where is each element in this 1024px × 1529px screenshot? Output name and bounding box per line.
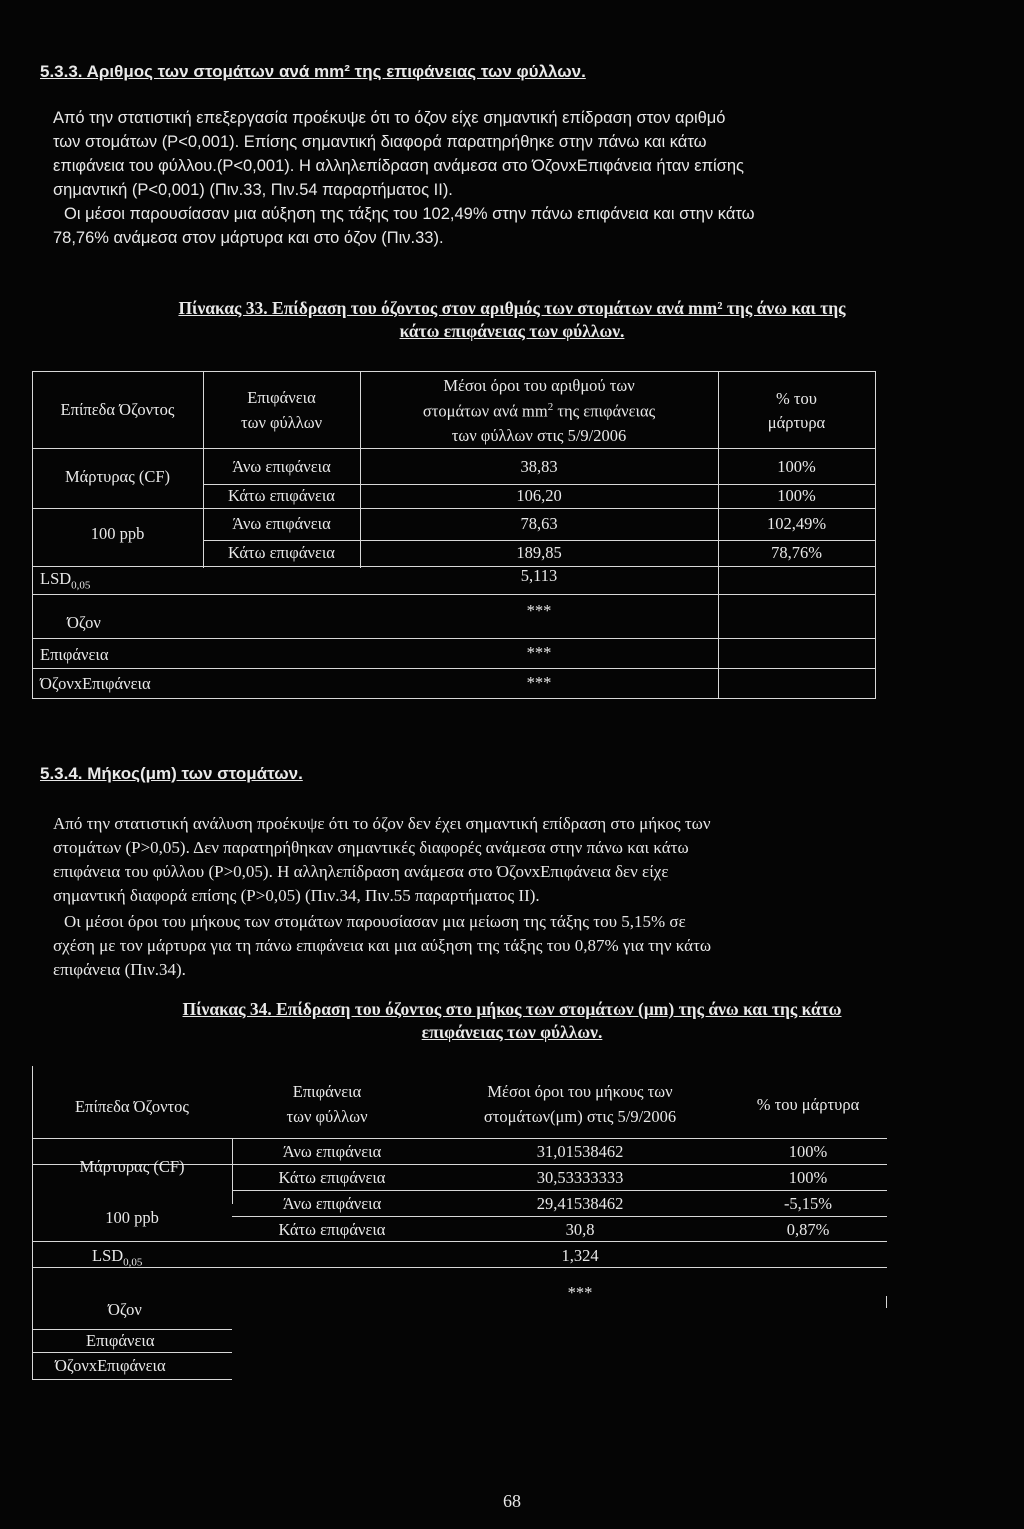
row-level: 100 ppb	[90, 524, 145, 543]
factor-ozone: Όζον	[108, 1300, 142, 1319]
row-surface: Κάτω επιφάνεια	[278, 1168, 386, 1187]
table-border	[32, 638, 876, 639]
section-533-line: Οι μέσοι παρουσίασαν μια αύξηση της τάξης του 102,49% στην πάνω επιφάνεια και στην κάτω	[64, 205, 755, 223]
table-border	[32, 594, 876, 595]
factor-ozone: Όζον	[67, 613, 101, 632]
row-pct: -5,15%	[783, 1194, 833, 1213]
table-border	[32, 1329, 232, 1330]
row-level: Μάρτυρας (CF)	[79, 1157, 185, 1176]
section-534-line: επιφάνεια (Πιν.34).	[53, 960, 186, 979]
factor-interaction: ΌζονxΕπιφάνεια	[55, 1356, 166, 1375]
row-surface: Άνω επιφάνεια	[232, 514, 331, 533]
row-level: Μάρτυρας (CF)	[64, 467, 171, 486]
row-pct: 100%	[788, 1168, 828, 1187]
section-534-line: επιφάνεια του φύλλου (P>0,05). Η αλληλεπίδραση ανάμεσα στο ΌζονxΕπιφάνεια δεν είχε	[53, 862, 669, 881]
section-534-line: σχέση με τον μάρτυρα για τη πάνω επιφάνεια και μια αύξηση της τάξης του 0,87% για την κάτω	[53, 936, 712, 955]
table34-caption-line2: επιφάνειας των φύλλων.	[421, 1022, 603, 1042]
row-mean: 78,63	[520, 514, 558, 533]
section-533-line: σημαντική (P<0,001) (Πιν.33, Πιν.54 παραρτήματος ΙΙ).	[53, 181, 453, 199]
section-534-line: Από την στατιστική ανάλυση προέκυψε ότι το όζον δεν έχει σημαντική επίδραση στο μήκος των	[53, 814, 711, 833]
table-border	[32, 1267, 887, 1268]
lsd-label: $LSD_{0,05}$	[40, 569, 91, 592]
col-header-pct: μάρτυρα	[767, 413, 826, 432]
section-534-line: στομάτων (P>0,05). Δεν παρατηρήθηκαν σημαντικές διαφορές ανάμεσα στην πάνω και κάτω	[53, 838, 689, 857]
col-header-mean: των φύλλων στις 5/9/2006	[451, 426, 627, 445]
table-border	[32, 371, 876, 372]
row-mean: 106,20	[516, 486, 562, 505]
table34-caption-line1: Πίνακας 34. Επίδραση του όζοντος στο μήκος των στομάτων (μm) της άνω και της κάτω	[182, 999, 842, 1019]
col-header-pct: % του μάρτυρα	[756, 1095, 860, 1114]
row-mean: 189,85	[516, 543, 562, 562]
section-533-line: των στομάτων (P<0,001). Επίσης σημαντική διαφορά παρατηρήθηκε στην πάνω και κάτω	[53, 133, 707, 151]
col-header-surface: Επιφάνεια	[292, 1082, 362, 1101]
row-surface: Άνω επιφάνεια	[282, 1194, 382, 1213]
row-level: 100 ppb	[105, 1208, 159, 1227]
row-mean: 29,41538462	[536, 1194, 624, 1213]
factor-interaction-sig: ***	[526, 673, 552, 692]
lsd-value: 1,324	[561, 1246, 599, 1265]
col-header-surface: των φύλλων	[240, 413, 323, 432]
row-pct: 78,76%	[771, 543, 822, 562]
col-header-pct: % του	[776, 389, 817, 408]
table-border	[886, 1296, 887, 1308]
row-mean: 38,83	[520, 457, 558, 476]
page-number: 68	[503, 1491, 521, 1511]
table-border	[32, 508, 876, 509]
table-border	[232, 1241, 887, 1242]
col-header-level: Επίπεδα Όζοντος	[75, 1097, 189, 1116]
table-border	[32, 668, 876, 669]
row-surface: Κάτω επιφάνεια	[228, 543, 335, 562]
col-header-surface: Επιφάνεια	[247, 388, 316, 407]
col-header-level: Επίπεδα Όζοντος	[60, 400, 175, 419]
table-border	[32, 698, 876, 699]
row-pct: 102,49%	[766, 514, 827, 533]
table-border	[32, 1379, 232, 1380]
table-border	[32, 1241, 232, 1242]
col-header-surface: των φύλλων	[286, 1107, 368, 1126]
table-border	[32, 448, 876, 449]
section-533-line: επιφάνεια του φύλλου.(P<0,001). Η αλληλεπίδραση ανάμεσα στο ΌζονxΕπιφάνεια ήταν επίσης	[53, 157, 744, 175]
row-surface: Άνω επιφάνεια	[282, 1142, 382, 1161]
row-surface: Κάτω επιφάνεια	[278, 1220, 386, 1239]
factor-surface-sig: ***	[526, 643, 552, 662]
lsd-value: 5,113	[520, 566, 558, 585]
row-pct: 100%	[777, 486, 816, 505]
table-border	[32, 1352, 232, 1353]
factor-ozone-sig: ***	[526, 601, 552, 620]
factor-interaction: ΌζονxΕπιφάνεια	[40, 674, 151, 693]
section-534-line: σημαντική διαφορά επίσης (P>0,05) (Πιν.34, Πιν.55 παραρτήματος ΙΙ).	[53, 886, 540, 905]
col-header-mean: στομάτων(μm) στις 5/9/2006	[483, 1107, 677, 1126]
section-534-heading: 5.3.4. Μήκος(μm) των στομάτων.	[40, 764, 303, 783]
row-pct: 100%	[777, 457, 816, 476]
table33-caption-line1: Πίνακας 33. Επίδραση του όζοντος στον αριθμός των στομάτων ανά mm² της άνω και της	[178, 298, 846, 318]
section-534-line: Οι μέσοι όροι του μήκους των στομάτων παρουσίασαν μια μείωση της τάξης του 5,15% σε	[64, 912, 686, 931]
table-border	[203, 484, 876, 485]
section-533-heading: 5.3.3. Αριθμος των στομάτων ανά mm² της επιφάνειας των φύλλων.	[40, 62, 586, 81]
row-mean: 30,53333333	[536, 1168, 624, 1187]
factor-surface: Επιφάνεια	[86, 1331, 155, 1350]
lsd-label: $LSD_{0,05}$	[92, 1246, 143, 1269]
table-border	[32, 1138, 887, 1139]
row-surface: Άνω επιφάνεια	[232, 457, 331, 476]
row-mean: 31,01538462	[536, 1142, 624, 1161]
table-border	[232, 1190, 887, 1191]
col-header-mean: Μέσοι όροι του αριθμού των	[443, 376, 635, 395]
table-border	[203, 540, 876, 541]
col-header-mean: στομάτων ανά $mm^2$ της επιφάνειας	[422, 401, 656, 421]
factor-surface: Επιφάνεια	[40, 645, 109, 664]
row-mean: 30,8	[565, 1220, 595, 1239]
row-pct: 100%	[788, 1142, 828, 1161]
section-533-line: 78,76% ανάμεσα στον μάρτυρα και στο όζον (Πιν.33).	[53, 229, 444, 247]
factor-ozone-sig: ***	[567, 1283, 593, 1302]
row-surface: Κάτω επιφάνεια	[228, 486, 335, 505]
col-header-mean: Μέσοι όροι του μήκους των	[487, 1082, 673, 1101]
table-border	[232, 1216, 887, 1217]
section-533-line: Από την στατιστική επεξεργασία προέκυψε ότι το όζον είχε σημαντική επίδραση στον αριθμό	[53, 109, 726, 127]
table33-caption-line2: κάτω επιφάνειας των φύλλων.	[399, 321, 625, 341]
row-pct: 0,87%	[786, 1220, 830, 1239]
table-border	[875, 371, 876, 699]
